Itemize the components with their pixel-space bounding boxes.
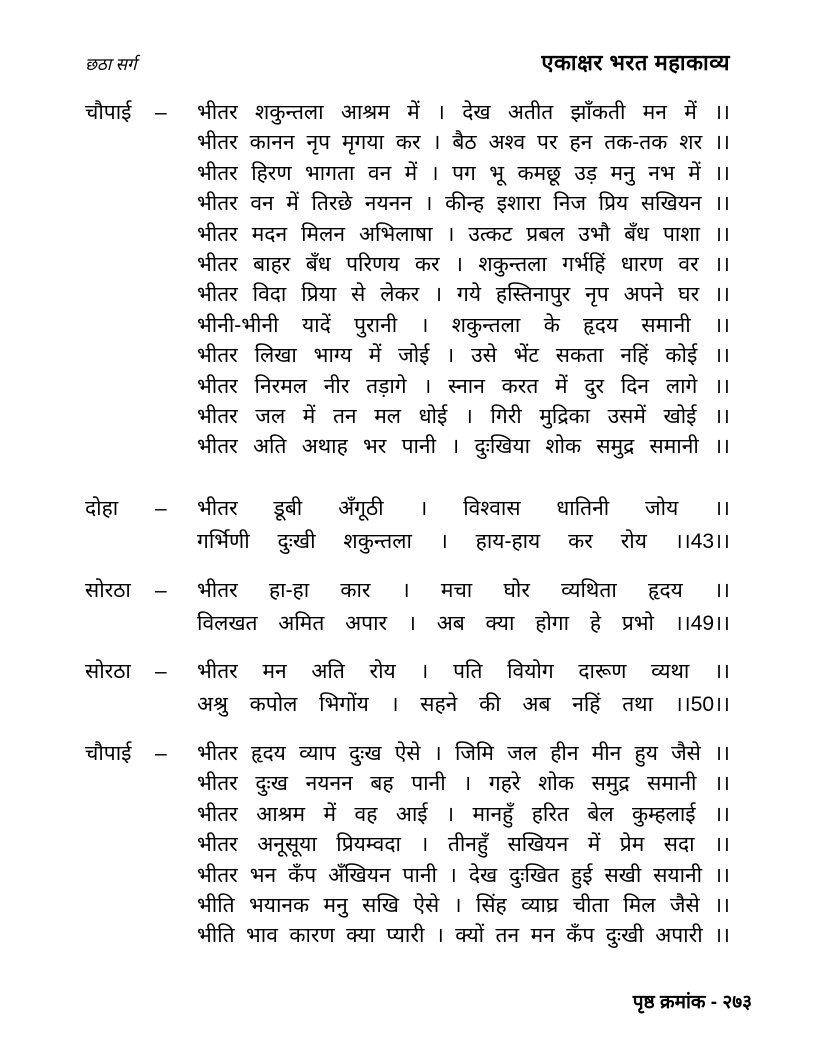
verse-line: भीतर डूबी अँगूठी । विश्वास धातिनी जोय ।। <box>197 496 730 520</box>
verse-section <box>85 655 730 721</box>
verse-line: भीतर मदन मिलन अभिलाषा । उत्कट प्रबल उभौ बँध पाशा ।। <box>197 222 730 246</box>
verse-lines <box>197 739 730 952</box>
dash-separator: – <box>155 496 167 520</box>
verse-lines <box>197 655 730 721</box>
verse-lines <box>197 98 730 463</box>
verse-type-label: सोरठा <box>85 578 131 602</box>
verse-line: भीतर मन अति रोय । पति वियोग दारूण व्यथा ।। <box>197 659 730 683</box>
verse-type-label: चौपाई <box>85 741 132 765</box>
page-number: पृष्ठ क्रमांक - २७३ <box>632 992 752 1013</box>
verse-line: भीतर कानन नृप मृगया कर । बैठ अश्व पर हन तक-तक शर ।। <box>197 131 730 155</box>
verse-lines <box>197 492 730 558</box>
verse-line: भीतर अति अथाह भर पानी । दुःखिया शोक समुद्र समानी ।। <box>197 435 730 459</box>
chapter-name: छठा सर्ग <box>85 55 137 74</box>
verse-line: भीतर निरमल नीर तड़ागे । स्नान करत में दुर दिन लागे ।। <box>197 374 730 398</box>
verse-section <box>85 492 730 558</box>
verse-type-label: चौपाई <box>85 101 132 124</box>
verse-line: भीनी-भीनी यादें पुरानी । शकुन्तला के हृदय समानी ।। <box>197 313 730 337</box>
verse-section <box>85 739 730 952</box>
verse-line: भीतर दुःख नयनन बह पानी । गहरे शोक समुद्र समानी ।। <box>197 772 730 796</box>
verse-line: भीति भयानक मनु सखि ऐसे । सिंह व्याघ्र चीता मिल जैसे ।। <box>197 893 730 917</box>
verse-line: विलखत अमित अपार । अब क्या होगा हे प्रभो ।।49।। <box>197 611 730 635</box>
verse-section <box>85 98 730 463</box>
dash-separator: – <box>155 659 167 683</box>
verse-type-label: सोरठा <box>85 659 131 683</box>
verse-line: भीतर भन कँप अँखियन पानी । देख दुःखित हुई सखी सयानी ।। <box>197 863 730 887</box>
verse-line: भीतर शकुन्तला आश्रम में । देख अतीत झाँकती मन में ।। <box>197 101 730 124</box>
book-title: एकाक्षर भरत महाकाव्य <box>541 50 730 75</box>
verse-content <box>85 98 730 952</box>
verse-line: भीतर हृदय व्याप दुःख ऐसे । जिमि जल हीन मीन हुय जैसे ।। <box>197 741 730 765</box>
verse-section <box>85 574 730 640</box>
verse-type-label: दोहा <box>85 496 119 520</box>
verse-line: अश्रु कपोल भिगोंय । सहने की अब नहिं तथा ।।50।। <box>197 692 730 716</box>
verse-line: भीतर बाहर बँध परिणय कर । शकुन्तला गर्भहिं धारण वर ।। <box>197 253 730 277</box>
verse-line: भीतर लिखा भाग्य में जोई । उसे भेंट सकता नहिं कोई ।। <box>197 344 730 368</box>
verse-line: भीतर विदा प्रिया से लेकर । गये हस्तिनापुर नृप अपने घर ।। <box>197 283 730 307</box>
dash-separator: – <box>155 101 167 124</box>
page-footer <box>85 990 752 1016</box>
verse-line: भीतर अनूसूया प्रियम्वदा । तीनहुँ सखियन में प्रेम सदा ।। <box>197 833 730 857</box>
verse-lines <box>197 574 730 640</box>
verse-line: भीति भाव कारण क्या प्यारी । क्यों तन मन कँप दुःखी अपारी ।। <box>197 924 730 948</box>
dash-separator: – <box>155 578 167 602</box>
verse-line: भीतर वन में तिरछे नयनन । कीन्ह इशारा निज प्रिय सखियन ।। <box>197 192 730 216</box>
verse-line: भीतर हा-हा कार । मचा घोर व्यथिता हृदय ।। <box>197 578 730 602</box>
page-header <box>85 50 730 78</box>
verse-line: भीतर हिरण भागता वन में । पग भू कमछू उड़ मनु नभ में ।। <box>197 161 730 185</box>
verse-line: भीतर जल में तन मल धोई । गिरी मुद्रिका उसमें खोई ।। <box>197 405 730 429</box>
verse-line: गर्भिणी दुःखी शकुन्तला । हाय-हाय कर रोय ।।43।। <box>197 529 730 553</box>
dash-separator: – <box>155 741 167 765</box>
verse-line: भीतर आश्रम में वह आई । मानहुँ हरित बेल कुम्हलाई ।। <box>197 802 730 826</box>
